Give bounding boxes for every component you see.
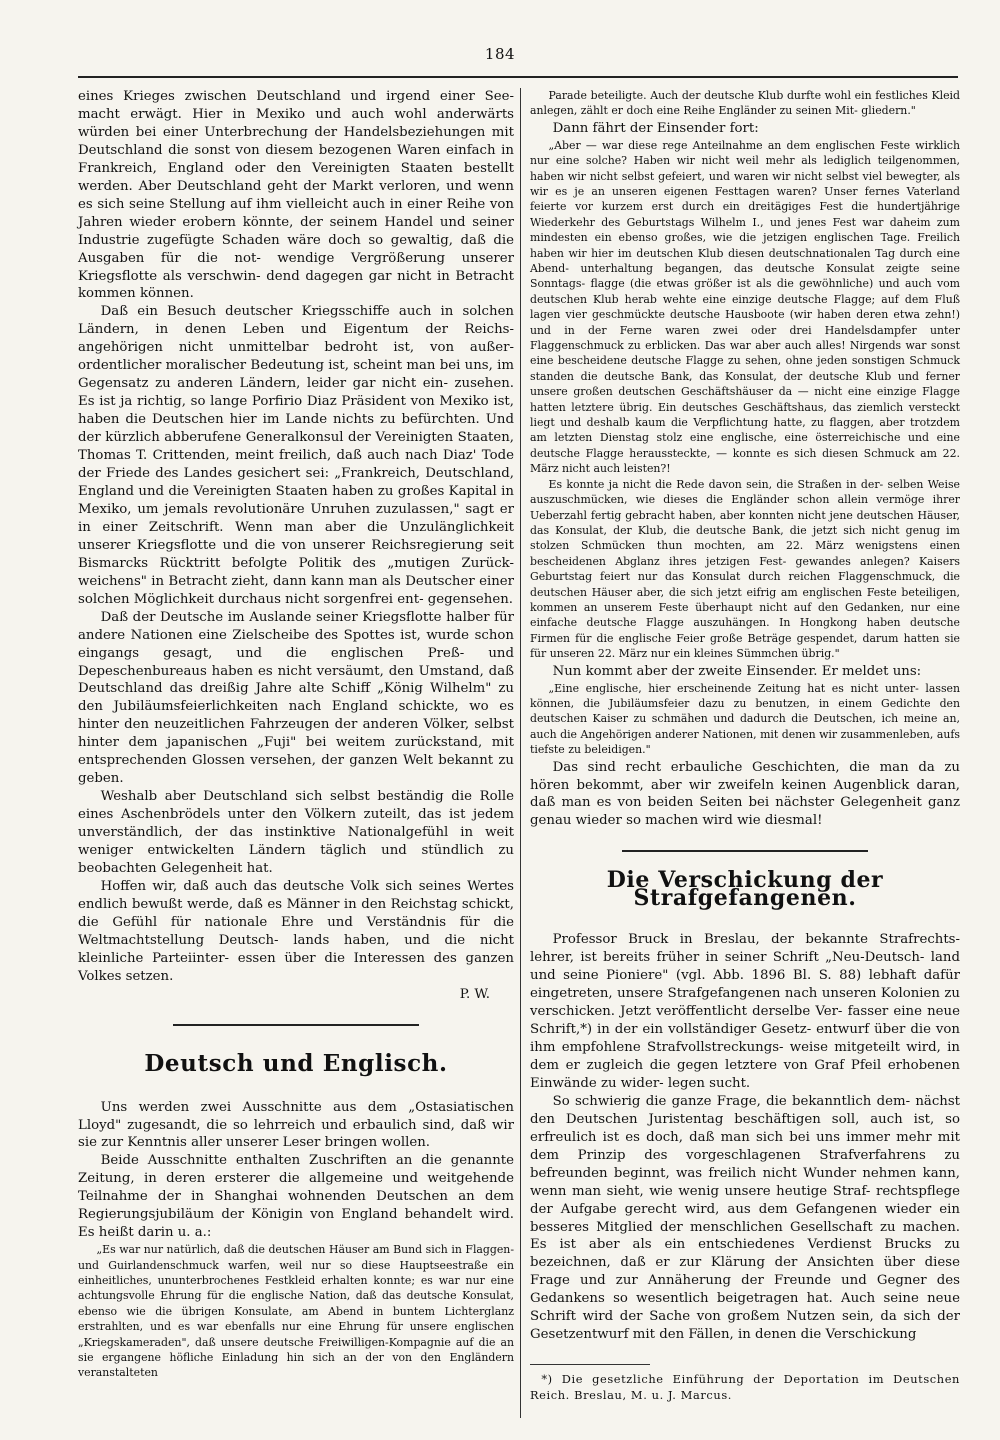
- article-paragraph: Uns werden zwei Ausschnitte aus dem „Ostasiatischen Lloyd" zugesandt, die so lehrreich und erbaulich sind, daß wir sie zur Kenntnis aller unserer Leser bringen wollen.: [78, 1099, 514, 1151]
- section-divider: [173, 1024, 419, 1026]
- quote-paragraph: Parade beteiligte. Auch der deutsche Klub durfte wohl ein festliches Kleid anlegen, zählt er doch eine Reihe Engländer zu seinen Mit- gliedern.": [530, 89, 960, 118]
- footnote-rule: [530, 1364, 650, 1365]
- article-headline: Die Verschickung der Strafgefangenen.: [606, 867, 884, 912]
- article-paragraph: Das sind recht erbauliche Geschichten, die man da zu hören bekommt, aber wir zweifeln keinen Augenblick daran, daß man es von beiden Seiten bei nächster Gelegenheit ganz genau wieder so machen wird wie diesmal!: [530, 759, 960, 829]
- article-paragraph: Daß ein Besuch deutscher Kriegsschiffe auch in solchen Ländern, in denen Leben und Eigentum der Reichs- angehörigen nicht unmittelbar bedroht ist, von außer- ordentlicher moralischer Bedeutung ist, scheint man bei uns, im Gegensatz zu anderen Ländern, leider gar nicht ein- zusehen. Es ist ja richtig, so lange Porfirio Diaz Präsident von Mexiko ist, haben die Deutschen hier im Lande nichts zu befürchten. Und der kürzlich abberufene Generalkonsul der Vereinigten Staaten, Thomas T. Crittenden, meint freilich, daß auch nach Diaz' Tode der Friede des Landes gesichert sei: „Frankreich, Deutschland, England und die Vereinigten Staaten haben zu großes Kapital in Mexiko, um jemals revolutionäre Unruhen zuzulassen," sagt er in einer Zeitschrift. Wenn man aber die Unzulänglichkeit unserer Kriegsflotte und die von unserer Reichsregierung seit Bismarcks Rücktritt befolgte Politik des „mutigen Zurück- weichens" in Betracht zieht, dann kann man als Deutscher einer solchen Möglichkeit durchaus nicht sorgenfrei ent- gegensehen.: [78, 304, 514, 607]
- author-signature: P. W.: [459, 986, 490, 1002]
- quoted-letter: [78, 1242, 514, 1381]
- quote-paragraph: „Aber — war diese rege Anteilnahme an dem englischen Feste wirklich nur eine solche? Haben wir nicht weil mehr als lediglich teilgenommen, haben wir nicht selbst gefeiert, und waren wir nicht selbst viel bewegter, als wir es je an unseren eigenen Festtagen waren? Unser fernes Vaterland feierte vor kurzem erst durch ein dreitägiges Fest die hundertjährige Wiederkehr des Geburtstags Wilhelm I., und jenes Fest war daheim zum mindesten ein ebenso großes, wie die jetzigen englischen Tage. Freilich haben wir hier im deutschen Klub diesen deutschnationalen Tag durch eine Abend- unterhaltung begangen, das deutsche Konsulat zeigte seine Sonntags- flagge (die etwas größer ist als die gewöhnliche) und auch vom deutschen Klub herab wehte eine einzige deutsche Flagge; auf dem Fluß lagen vier geschmückte deutsche Hausboote (wir haben deren etwa zehn!) und in der Ferne waren zwei oder drei Handelsdampfer unter Flaggenschmuck zu erblicken. Das war aber auch alles! Nirgends war sonst eine bescheidene deutsche Flagge zu sehen, ohne jeden sonstigen Schmuck standen die deutsche Bank, das Konsulat, der deutsche Klub und ferner unsere großen deutschen Geschäftshäuser da — nicht eine einzige Flagge hatten letztere übrig. Ein deutsches Geschäftshaus, das ziemlich versteckt liegt und deshalb kaum die Verpflichtung hatte, zu flaggen, aber trotzdem am letzten Dienstag stolz eine englische, eine österreichische und eine deutsche Flagge heraussteckte, — konnte es sich diesen Schmuck am 22. März nicht auch leisten?!: [530, 138, 960, 476]
- quote-paragraph: „Eine englische, hier erscheinende Zeitung hat es nicht unter- lassen können, die Jubiläumsfeier dazu zu benutzen, in einem Gedichte den deutschen Kaiser zu schmähen und dadurch die Deutschen, ich meine an, auch die Angehörigen anderer Nationen, mit denen wir zusammenleben, aufs tiefste zu beleidigen.": [530, 681, 960, 757]
- article-paragraph: So schwierig die ganze Frage, die bekanntlich dem- nächst den Deutschen Juristentag beschäftigen soll, auch ist, so erfreulich ist es doch, daß man sich bei uns immer mehr mit dem Prinzip des vorgeschlagenen Strafverfahrens zu befreunden beginnt, was freilich nicht Wunder nehmen kann, wenn man sieht, wie wenig unsere heutige Straf- rechtspflege der Aufgabe gerecht wird, aus dem Gefangenen wieder ein besseres Mitglied der menschlichen Gesellschaft zu machen. Es ist aber als ein entschiedenes Verdienst Brucks zu bezeichnen, daß er zur Klärung der Ansichten über diese Frage und zur Annäherung der Freunde und Gegner des Gedankens so wesentlich beigetragen hat. Auch seine neue Schrift wird der Sache von großem Nutzen sein, da sich der Gesetzentwurf mit den Fällen, in denen die Verschickung: [530, 1093, 960, 1343]
- section-divider: [622, 850, 868, 852]
- article-paragraph: Beide Ausschnitte enthalten Zuschriften an die genannte Zeitung, in deren ersterer die allgemeine und weitgehende Teilnahme der in Shanghai wohnenden Deutschen an dem Regierungsjubiläum der Königin von England behandelt wird. Es heißt darin u. a.:: [78, 1153, 514, 1241]
- article-paragraph: Professor Bruck in Breslau, der bekannte Strafrechts- lehrer, ist bereits früher in seiner Schrift „Neu-Deutsch- land und seine Pioniere" (vgl. Abb. 1896 Bl. S. 88) lebhaft dafür eingetreten, unsere Strafgefangenen nach unseren Kolonien zu verschicken. Jetzt veröffentlicht derselbe Ver- fasser eine neue Schrift,*) in der ein vollständiger Gesetz- entwurf über die von ihm empfohlene Strafvollstreckungs- weise mitgeteilt wird, in dem er zugleich die gegen letztere von Graf Pfeil erhobenen Einwände zu wider- legen sucht.: [530, 932, 960, 1091]
- quoted-letter: [530, 681, 960, 758]
- article-paragraph: Dann fährt der Einsender fort:: [552, 120, 759, 136]
- article-headline: Deutsch und Englisch.: [144, 1049, 448, 1077]
- article-paragraph: Daß der Deutsche im Auslande seiner Kriegsflotte halber für andere Nationen eine Zielscheibe des Spottes ist, wurde schon eingangs gesagt, und die englischen Preß- und Depeschenbureaus haben es nicht versäumt, den Umstand, daß Deutschland das dreißig Jahre alte Schiff „König Wilhelm" zu den Jubiläumsfeierlichkeiten nach England schickte, wo es hinter den neuzeitlichen Fahrzeugen der anderen Völker, selbst hinter dem japanischen „Fuji" bei weitem zurückstand, mit entsprechenden Glossen versehen, der ganzen Welt bekannt zu geben.: [78, 609, 514, 787]
- quoted-letter: [530, 138, 960, 662]
- quote-paragraph: Es konnte ja nicht die Rede davon sein, die Straßen in der- selben Weise auszuschmücken, wie dieses die Engländer schon allein vermöge ihrer Ueberzahl fertig gebracht haben, aber konnten nicht jene deutschen Häuser, das Konsulat, der Klub, die deutsche Bank, die jetzt sich nicht genug im stolzen Schmücken thun mochten, am 22. März wenigstens einen bescheidenen Abglanz ihres jetzigen Fest- gewandes anlegen? Kaisers Geburtstag feiert nur das Konsulat durch reichen Flaggenschmuck, die deutschen Häuser aber, die sich jetzt eifrig am englischen Feste beteiligen, kommen an unserem Feste überhaupt nicht auf den Gedanken, nur eine einfache deutsche Flagge auszuhängen. In Hongkong haben deutsche Firmen für die englische Feier große Beträge gespendet, darum hatten sie für unseren 22. März nur ein kleines Sümmchen übrig.": [530, 477, 960, 661]
- quote-paragraph: „Es war nur natürlich, daß die deutschen Häuser am Bund sich in Flaggen- und Guirlandenschmuck warfen, weil nur so diese Hauptseestraße ein einheitliches, ununterbrochenes Festkleid erhalten konnte; es war nur eine achtungsvolle Ehrung für die englische Nation, daß das deutsche Konsulat, ebenso wie die übrigen Konsulate, am Abend in buntem Lichterglanz erstrahlten, und es war ebenfalls nur eine Ehrung für unsere englischen „Kriegskameraden", daß unsere deutsche Freiwilligen-Kompagnie auf die an sie ergangene höfliche Einladung hin sich an der von den Engländern veranstalteten: [78, 1243, 514, 1380]
- article-paragraph: eines Krieges zwischen Deutschland und irgend einer See- macht erwägt. Hier in Mexiko und auch wohl anderwärts würden bei einer Unterbrechung der Handelsbeziehungen mit Deutschland die sonst von diesem bezogenen Waren einfach in Frankreich, England oder den Vereinigten Staaten bestellt werden. Aber Deutschland geht der Markt verloren, und wenn es sich seine Stellung auf ihm vielleicht auch in einer Reihe von Jahren wieder erobern könnte, der seinem Handel und seiner Industrie zugefügte Schaden wäre doch so gewaltig, daß die Ausgaben für die not- wendige Vergrößerung unserer Kriegsflotte als verschwin- dend dagegen gar nicht in Betracht kommen können.: [78, 89, 514, 302]
- article-paragraph: Nun kommt aber der zweite Einsender. Er meldet uns:: [552, 663, 922, 679]
- column-divider: [520, 88, 521, 1418]
- header-rule: [78, 76, 958, 78]
- page-number: 184: [484, 45, 516, 63]
- quoted-letter: [530, 88, 960, 119]
- left-column: [78, 88, 514, 1382]
- article-paragraph: Weshalb aber Deutschland sich selbst beständig die Rolle eines Aschenbrödels unter den Völkern zuteilt, das ist jedem unverständlich, der das instinktive Nationalgefühl in weit weniger entwickelten Ländern täglich und stündlich zu beobachten Gelegenheit hat.: [78, 789, 514, 876]
- right-column: [530, 88, 960, 1403]
- footnote: *) Die gesetzliche Einführung der Deportation im Deutschen Reich. Breslau, M. u. J. Marcus.: [530, 1372, 960, 1403]
- article-paragraph: Hoffen wir, daß auch das deutsche Volk sich seines Wertes endlich bewußt werde, daß es Männer in den Reichstag schickt, die Gefühl für nationale Ehre und Verständnis für die Weltmachtstellung Deutsch- lands haben, und die nicht kleinliche Parteiinter- essen über die Interessen des ganzen Volkes setzen.: [78, 878, 514, 984]
